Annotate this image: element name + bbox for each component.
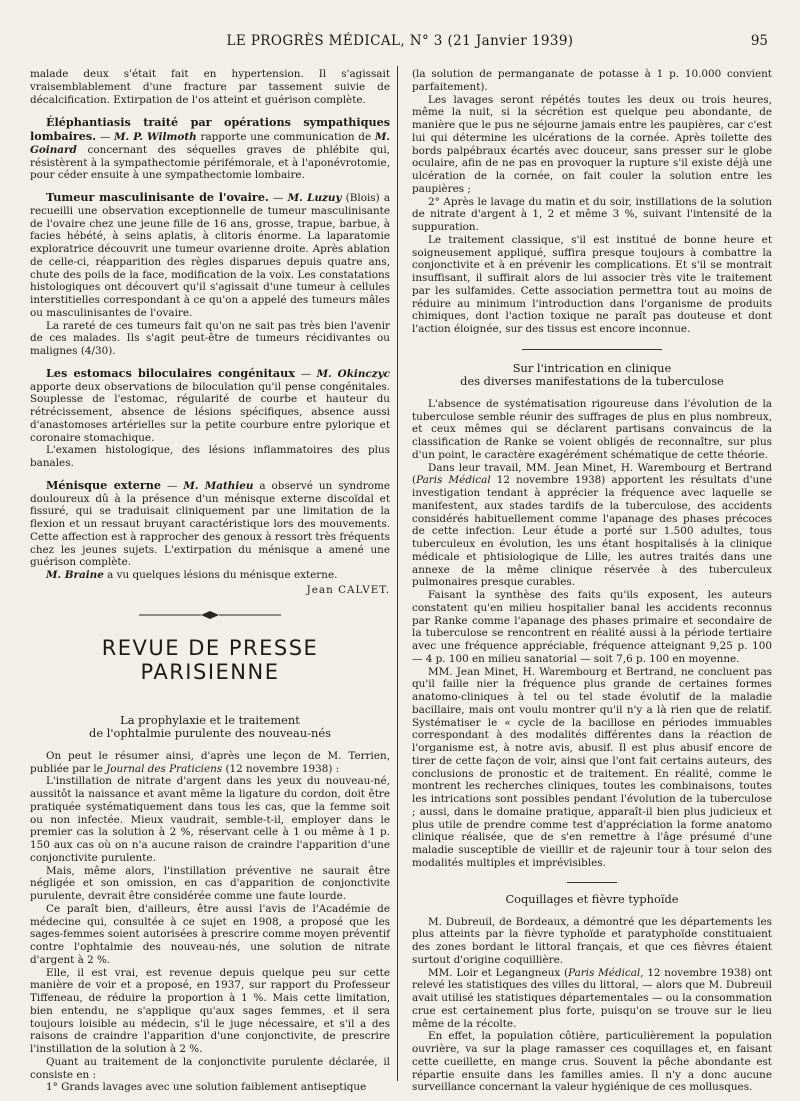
paragraph: Les lavages seront répétés toutes les deux ou trois heures, même la nuit, si la sécrétion est quelque peu abondante, de manière que le pus ne séjourne jamais entre les paupières, car c'est lui qui détermine les ulcérations de la cornée. Après toilette des bords palpébraux écartés avec douceur, sans presser sur le globe oculaire, afin de ne pas en provoquer la rupture s'il existe déjà une ulcération de la cornée, on fait couler la solution entre les paupières ; — [412, 93, 772, 195]
article-heading: Tumeur masculinisante de l'ovaire. — [46, 190, 269, 204]
paragraph: L'absence de systématisation rigoureuse dans l'évolution de la tuberculose semble réunir des suffrages de plus en plus nombreux, et ceux mêmes qui se déclarent partisans convaincus de la classification de Ranke se voient obligés de reconnaître, sur plus d'un point, le caractère exagérément schématique de cette théorie. — [412, 397, 772, 461]
right-column — [412, 68, 772, 1094]
paragraph: L'instillation de nitrate d'argent dans les yeux du nouveau-né, aussitôt la naissance et avant même la ligature du cordon, doit être pratiquée systématiquement dans tous les cas, que la femme soit ou non infectée. Mieux vaudrait, semble-t-il, employer dans le premier cas la solution à 2 %, réservant celle à 1 ou même à 1 p. 150 aux cas où on n'a aucune raison de craindre l'apparition d'une conjonctivite purulente. — [30, 775, 390, 864]
journal-name: Journal des Praticiens — [106, 762, 223, 775]
paragraph: Ce paraît bien, d'ailleurs, être aussi l'avis de l'Académie de médecine qui, consultée à ce sujet en 1908, a proposé que les sages-femmes soient autorisées à prescrire comme moyen préventif contre l'ophtalmie des nouveau-nés, une solution de nitrate d'argent à 2 %. — [30, 902, 390, 966]
paragraph: 2° Après le lavage du matin et du soir, instillations de la solution de nitrate d'argent à 1, 2 et même 3 %, suivant l'intensité de la suppuration. — [412, 195, 772, 233]
article-title — [412, 362, 772, 388]
paragraph — [30, 569, 390, 582]
paragraph — [412, 967, 772, 1031]
paragraph: Mais, même alors, l'instillation préventive ne saurait être négligée et son omission, en cas d'apparition de conjonctivite purulente, devrait être considérée comme une faute lourde. — [30, 864, 390, 902]
article-estomacs: Les estomacs biloculaires congénitaux — M. Okinczyc apporte deux observations de biloculation qu'il pense congénitales. Souplesse de l'estomac, régularité de courbe et hauteur du rétrécissement, absence de lésions spécifiques, absence aussi d'anastomoses artérielles sur la petite courbure entre pylorique et coronaire stomachique. — [30, 365, 390, 444]
article-menisque: Ménisque externe — M. Mathieu a observé un syndrome douloureux dû à la présence d'un ménisque externe discoïdal et fissuré, qui se traduisait cliniquement par une limitation de la flexion et un ressaut bruyant caractéristique lors des mouvements. Cette affection est à rapprocher des genoux à ressort très fréquents chez les jeunes sujets. L'extirpation du ménisque a amené une guérison complète. — [30, 477, 390, 569]
paragraph: malade deux s'était fait en hypertension. Il s'agissait vraisemblablement d'une fracture par tassement suivie de décalcification. Extirpation de l'os atteint et guérison complète. — [30, 68, 390, 106]
article-title: Coquillages et fièvre typhoïde — [505, 891, 679, 906]
paragraph — [30, 750, 390, 776]
text: MM. Loir et Legangneux ( — [428, 966, 569, 979]
article-heading: Ménisque externe — [46, 477, 162, 492]
title-line: Sur l'intrication en clinique — [512, 360, 672, 375]
title-line: de l'ophtalmie purulente des nouveau-nés — [89, 725, 331, 740]
article-heading: Les estomacs biloculaires congénitaux — [46, 365, 295, 380]
paragraph: M. Dubreuil, de Bordeaux, a démontré que les départements les plus atteints par la fièvre typhoïde et paratyphoïde constituaient des zones bordant le littoral français, et que ces fièvres étaient surtout d'origine coquillière. — [412, 915, 772, 966]
text: rapporte une communication de — [196, 131, 375, 143]
text: On peut le résumer ainsi, d'après une leçon de M. Terrien, publiée par le — [30, 749, 390, 775]
article-title — [30, 714, 390, 740]
paragraph: Elle, il est vrai, est revenue depuis quelque peu sur cette manière de voir et a proposé, en 1937, sur rapport du Professeur Tiffeneau, de réduire la proportion à 1 %. Mais cette limitation, bien entendu, ne s'applique qu'aux sages femmes, et il sera toujours loisible au médecin, s'il le juge nécessaire, et s'il a des raisons de craindre l'apparition d'une conjonctivite, de prescrire l'instillation de la solution à 2 %. — [30, 966, 390, 1055]
signature: Jean CALVET. — [306, 583, 390, 596]
paragraph: (la solution de permanganate de potasse à 1 p. 10.000 convient parfaitement). — [412, 68, 772, 93]
left-column — [30, 68, 390, 1094]
text: a vu quelques lésions du ménisque externe. — [103, 569, 338, 581]
text: Dans leur travail, MM. Jean Minet, H. Warembourg et Bertrand ( — [412, 461, 772, 487]
article-text: (Blois) a recueilli une observation exceptionnelle de tumeur masculinisante de l'ovaire chez une jeune fille de 16 ans, grosse, trapue, barbue, à facies hébété, à seins aplatis, à clitoris énorme. La laparatomie exploratrice découvrit une tumeur ovarienne droite. Après ablation de celle-ci, réapparition des règles disparues depuis quatre ans, chute des poils de la face, modification de la voix. Les constatations histologiques ont découvert qu'il s'agissait d'une tumeur à cellules interstitielles correspondant à ce qu'on a appelé des tumeurs mâles ou masculinisantes de l'ovaire. — [30, 192, 391, 319]
paragraph: La rareté de ces tumeurs fait qu'on ne sait pas très bien l'avenir de ces malades. Ils s'agit peut-être de tumeurs récidivantes ou malignes (4/30). — [30, 319, 390, 357]
section-rule — [522, 349, 662, 350]
page-header — [30, 33, 770, 53]
paragraph: L'examen histologique, des lésions inflammatoires des plus banales. — [30, 444, 390, 469]
section-title: REVUE DE PRESSE PARISIENNE — [101, 635, 319, 684]
article-tumeur: Tumeur masculinisante de l'ovaire. — M. Luzuy (Blois) a recueilli une observation exceptionnelle de tumeur masculinisante de l'ovaire chez une jeune fille de 16 ans, grosse, trapue, barbue, à facies hébété, à seins aplatis, à clitoris énorme. La laparatomie exploratrice découvrit une tumeur ovarienne droite. Après ablation de celle-ci, réapparition des règles disparues depuis quatre ans, chute des poils de la face, modification de la voix. Les constatations histologiques ont découvert qu'il s'agissait d'une tumeur à cellules interstitielles correspondant à ce qu'on a appelé des tumeurs mâles ou masculinisantes de l'ovaire. — [30, 190, 391, 319]
author: M. Mathieu — [183, 479, 254, 492]
page-number: 95 — [750, 33, 768, 49]
journal-title: LE PROGRÈS MÉDICAL, N° 3 (21 Janvier 1939) — [226, 33, 574, 49]
paragraph: Faisant la synthèse des faits qu'ils exposent, les auteurs constatent qu'en milieu hospitalier banal les accidents reconnus par Ranke comme l'apanage des phases primaire et secondaire de la tuberculose se rencontrent en réalité aussi à la période tertiaire avec une fréquence appréciable, fréquence atteignant 9,25 p. 100 — 4 p. 100 en milieu sanatorial — soit 7,6 p. 100 en moyenne. — [412, 589, 772, 665]
title-line: des diverses manifestations de la tuberculose — [460, 373, 724, 388]
article-text: a observé un syndrome douloureux dû à la présence d'un ménisque externe discoïdal et fissuré, qui se traduisait cliniquement par une limitation de la flexion et un ressaut bruyant caractéristique lors des mouvements. Cette affection est à rapprocher des genoux à ressort très fréquents chez les jeunes sujets. L'extirpation du ménisque a amené une guérison complète. — [30, 479, 390, 569]
article-text: concernant des séquelles graves de phlébite qui, résistèrent à la sympathectomie périfémorale, et à l'aponévrotomie, pour céder ensuite à une sympathectomie lombaire. — [30, 143, 390, 182]
text: 12 novembre 1938) apportent les résultats d'une investigation tendant à apprécier la fréquence avec laquelle se manifestent, aux stades tardifs de la tuberculose, des accidents considérés habituellement comme l'apanage des phases précoces de cette infection. Leur étude a porté sur 1.500 adultes, tous tuberculeux en évolution, les uns étant hospitalisés à la clinique médicale et phtisiologique de Lille, les autres traités dans une annexe de la même clinique réservée à des tuberculeux pulmonaires presque curables. — [412, 474, 772, 589]
author: M. P. Wilmoth — [114, 131, 197, 143]
ornament-divider — [135, 610, 285, 620]
title-line: La prophylaxie et le traitement — [120, 712, 300, 727]
article-elephantiasis: Éléphantiasis traité par opérations sympathiques lombaires. — M. P. Wilmoth rapporte une communication de M. Goinard concernant des séquelles graves de phlébite qui, résistèrent à la sympathectomie périfémorale, et à l'aponévrotomie, pour céder ensuite à une sympathectomie lombaire. — [30, 115, 390, 182]
article-text: apporte deux observations de biloculation qu'il pense congénitales. Souplesse de l'estomac, régularité de courbe et hauteur du rétrécissement, absence de lésions spécifiques, absence aussi d'anastomoses artérielles sur la petite courbure entre pylorique et coronaire stomachique. — [30, 380, 390, 444]
journal-name: Paris Médical — [568, 966, 641, 979]
section-rule — [567, 882, 617, 883]
article-heading: Éléphantiasis traité par opérations sympathiques lombaires. — [30, 115, 390, 143]
author: M. Luzuy — [287, 192, 342, 204]
paragraph — [412, 462, 772, 590]
journal-name: Paris Médical — [416, 474, 491, 487]
paragraph: 1° Grands lavages avec une solution faiblement antiseptique — [46, 1081, 367, 1094]
text: , 12 novembre 1938) ont relevé les statistiques des villes du littoral, — alors que M. Dubreuil avait utilisé les statistiques départementales — ou la consommation crue est certainement plus forte, puisqu'on se trouve sur le lieu même de la récolte. — [412, 966, 773, 1030]
paragraph: MM. Jean Minet, H. Warembourg et Bertrand, ne concluent pas qu'il faille nier la fréquence plus grande de certaines formes anatomo-cliniques à tel ou tel stade évolutif de la maladie bacillaire, mais ont voulu montrer qu'il n'y a là rien que de relatif. Systématiser le « cycle de la bacillose en périodes immuables correspondant à des modalités différentes dans la réaction de l'organisme est, à notre avis, abusif. Il est plus abusif encore de tirer de cette façon de voir, ainsi que l'ont fait certains auteurs, des conclusions de pronostic et de traitement. En réalité, comme le montrent les recherches cliniques, toutes les combinaisons, toutes les intrications sont possibles pendant l'évolution de la tuberculose ; aussi, dans le domaine pratique, apparaît-il bien plus judicieux et plus utile de prendre comme test d'appréciation la forme anatomo clinique réalisée, que de s'en remettre à l'âge présumé d'une maladie susceptible de vieillir et de rajeunir tour à tour selon des modalités multiples et imprévisibles. — [412, 665, 772, 869]
paragraph: Le traitement classique, s'il est institué de bonne heure et soigneusement appliqué, suffira presque toujours à combattre la conjonctivite et à en prévenir les complications. Et s'il se montrait insuffisant, il suffirait alors de lui associer très vite le traitement par les sulfamides. Cette association permettra tout au moins de réduire au minimum l'introduction dans l'organisme de produits chimiques, dont l'action toxique ne paraît pas douteuse et dont l'action éloignée, sur des tissus est encore inconnue. — [412, 233, 772, 335]
author: M. Braine — [46, 569, 104, 581]
text: (12 novembre 1938) : — [222, 762, 340, 775]
column-divider — [397, 66, 398, 1081]
paragraph: En effet, la population côtière, particulièrement la population ouvrière, va sur la plage ramasser ces coquillages et, en faisant cette cueillette, en mange crus. Souvent la pêche abondante est répartie ensuite dans les familles amies. Il n'y a donc aucune surveillance concernant la valeur hygiénique de ces mollusques. — [412, 1030, 772, 1094]
author: M. Goinard — [30, 131, 390, 156]
author: M. Okinczyc — [316, 367, 390, 380]
paragraph: Quant au traitement de la conjonctivite purulente déclarée, il consiste en : — [30, 1055, 390, 1081]
